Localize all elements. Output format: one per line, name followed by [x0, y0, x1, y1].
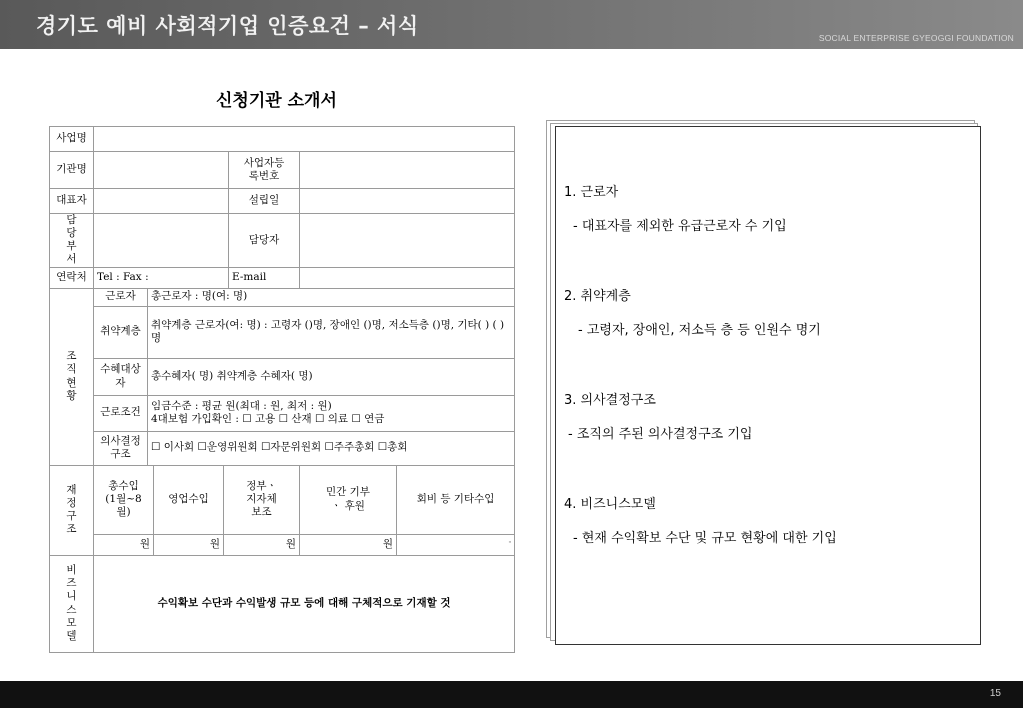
conditions-line-1: 임금수준 : 평균 원(최대 : 원, 최저 : 원): [151, 399, 332, 412]
finance-col-total: 총수입 (1월~8월): [94, 465, 154, 534]
finance-total-won[interactable]: 원: [94, 534, 154, 555]
page-number: 15: [989, 688, 1001, 699]
conditions-line-2: 4대보험 가입확인 : ☐ 고용 ☐ 산재 ☐ 의료 ☐ 연금: [151, 413, 385, 425]
table-row: [50, 152, 515, 189]
reg-no-field[interactable]: [300, 152, 515, 189]
label-org-status: 조직현황: [50, 288, 94, 465]
finance-other-mark[interactable]: ": [397, 534, 515, 555]
note-heading: 2. 취약계층: [564, 289, 631, 304]
note-detail: - 대표자를 제외한 유급근로자 수 기입: [573, 219, 787, 234]
finance-private-won[interactable]: 원: [300, 534, 397, 555]
finance-sales-won[interactable]: 원: [154, 534, 224, 555]
label-conditions: 근로조건: [94, 395, 148, 431]
finance-col-other: 회비 등 기타수입: [397, 465, 515, 534]
label-org-name: 기관명: [50, 152, 94, 189]
finance-gov-won[interactable]: 원: [224, 534, 300, 555]
label-business-name: 사업명: [50, 127, 94, 152]
vulnerable-field[interactable]: 취약계층 근로자(여: 명) : 고령자 ()명, 장애인 ()명, 저소득층 ()명, 기타( ) ( )명: [148, 306, 515, 358]
note-heading: 1. 근로자: [564, 185, 619, 200]
table-row: [50, 127, 515, 152]
label-finance: 재정구조: [50, 465, 94, 555]
workers-field[interactable]: 총근로자 : 명(여: 명): [148, 288, 515, 306]
note-detail: - 조직의 주된 의사결정구조 기입: [568, 427, 753, 442]
page-title: 경기도 예비 사회적기업 인증요건 – 서식: [36, 14, 419, 38]
finance-col-private: 민간 기부ㆍ 후원: [300, 465, 397, 534]
label-manager: 담당자: [229, 214, 300, 268]
table-row: [50, 534, 515, 555]
header-bar: [0, 0, 1023, 49]
note-detail: - 현재 수익확보 수단 및 규모 현황에 대한 기입: [573, 531, 837, 546]
note-heading: 4. 비즈니스모델: [564, 497, 656, 512]
business-name-field[interactable]: [94, 127, 515, 152]
note-detail: - 고령자, 장애인, 저소득 층 등 인원수 명기: [578, 323, 821, 338]
label-beneficiary: 수혜대상자: [94, 358, 148, 395]
table-row: [50, 465, 515, 534]
label-founded: 설립일: [229, 189, 300, 214]
label-rep: 대표자: [50, 189, 94, 214]
application-form-table: [49, 126, 515, 653]
foundation-name: SOCIAL ENTERPRISE GYEOGGI FOUNDATION: [818, 33, 1014, 43]
manager-field[interactable]: [300, 214, 515, 268]
table-row: [50, 395, 515, 431]
table-row: [50, 288, 515, 306]
table-row: [50, 431, 515, 465]
note-heading: 3. 의사결정구조: [564, 393, 656, 408]
rep-field[interactable]: [94, 189, 229, 214]
dept-field[interactable]: [94, 214, 229, 268]
contact-field[interactable]: Tel : Fax :: [94, 267, 229, 288]
label-vulnerable: 취약계층: [94, 306, 148, 358]
table-row: [50, 555, 515, 652]
founded-field[interactable]: [300, 189, 515, 214]
label-dept: 담당부서: [50, 214, 94, 268]
org-name-field[interactable]: [94, 152, 229, 189]
governance-field[interactable]: ☐ 이사회 ☐운영위원회 ☐자문위원회 ☐주주총회 ☐총회: [148, 431, 515, 465]
table-row: [50, 306, 515, 358]
email-field[interactable]: [300, 267, 515, 288]
label-governance: 의사결정구조: [94, 431, 148, 465]
table-row: [50, 267, 515, 288]
finance-col-sales: 영업수입: [154, 465, 224, 534]
label-business-model: 비즈니스모델: [50, 555, 94, 652]
table-row: [50, 214, 515, 268]
label-contact: 연락처: [50, 267, 94, 288]
form-title: 신청기관 소개서: [216, 91, 337, 111]
label-workers: 근로자: [94, 288, 148, 306]
instructions-panel: [555, 126, 981, 645]
label-email: E-mail: [229, 267, 300, 288]
beneficiary-field[interactable]: 총수혜자( 명) 취약계층 수혜자( 명): [148, 358, 515, 395]
footer-bar: [0, 681, 1023, 708]
table-row: [50, 358, 515, 395]
label-reg-no: 사업자등록번호: [229, 152, 300, 189]
table-row: [50, 189, 515, 214]
finance-col-gov: 정부ㆍ지자체 보조: [224, 465, 300, 534]
business-model-field[interactable]: 수익확보 수단과 수익발생 규모 등에 대해 구체적으로 기재할 것: [94, 555, 515, 652]
conditions-field[interactable]: [148, 395, 515, 431]
